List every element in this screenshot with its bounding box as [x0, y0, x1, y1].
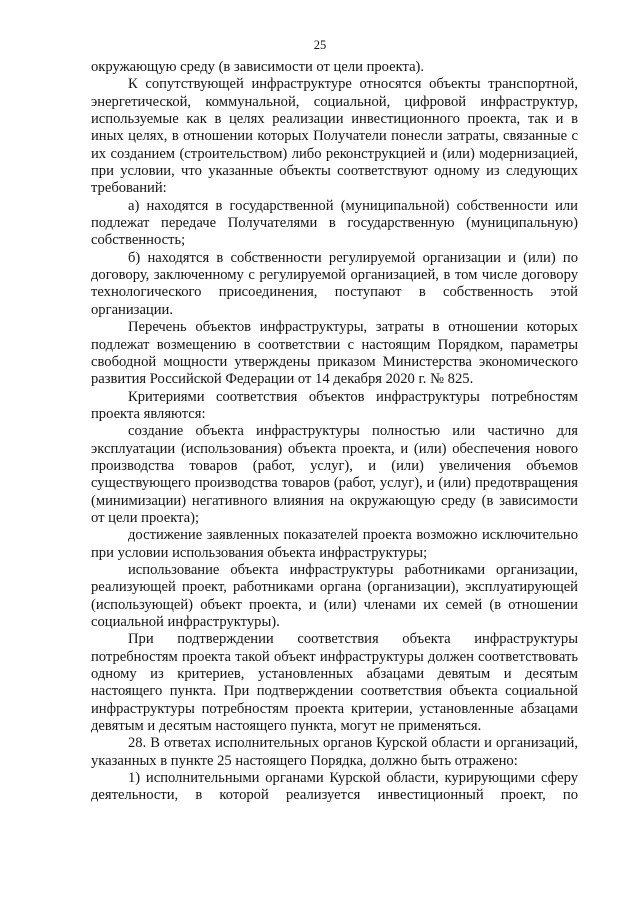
page-number: 25 — [313, 38, 327, 52]
paragraph-clause-28: 28. В ответах исполнительных органов Курской области и организаций, указанных в пункте 25 настоящего Порядка, должно быть отражено: — [91, 735, 578, 769]
paragraph-criterion-creation: создание объекта инфраструктуры полностью или частично для эксплуатации (использования) объекта проекта, и (или) обеспечения нового производства товаров (работ, услуг), и (или) увеличения объемов существующего производства товаров (работ, услуг), и (или) предотвращения (минимизации) негативного влияния на окружающую среду (в зависимости от цели проекта); — [91, 423, 578, 526]
paragraph-criterion-usage: использование объекта инфраструктуры работниками организации, реализующей проект, работниками органа (организации), эксплуатирующей (использующей) объект проекта, и (или) членами их семей (в отношении социальной инфраструктуры). — [91, 561, 578, 630]
paragraph-requirement-b: б) находятся в собственности регулируемой организации и (или) по договору, заключенному с регулируемой организацией, в том числе договору технологического присоединения, поступают в собственность этой организации. — [91, 249, 578, 318]
paragraph-infrastructure-list: Перечень объектов инфраструктуры, затраты в отношении которых подлежат возмещению в соответствии с настоящим Порядком, параметры свободной мощности утверждены приказом Министерства экономического развития Российской Федерации от 14 декабря 2020 г. № 825. — [91, 319, 578, 388]
paragraph-criterion-achievement: достижение заявленных показателей проекта возможно исключительно при условии использования объекта инфраструктуры; — [91, 527, 578, 561]
paragraph-requirement-a: а) находятся в государственной (муниципальной) собственности или подлежат передаче Получателями в государственную (муниципальную) собственность; — [91, 197, 578, 249]
paragraph-clause-28-item-1: 1) исполнительными органами Курской области, курирующими сферу деятельности, в которой реализуется инвестиционный проект, по — [91, 770, 578, 804]
paragraph-criteria-intro: Критериями соответствия объектов инфраструктуры потребностям проекта являются: — [91, 388, 578, 422]
paragraph-continuation: окружающую среду (в зависимости от цели проекта). — [91, 59, 425, 75]
paragraph-confirmation: При подтверждении соответствия объекта инфраструктуры потребностям проекта такой объект инфраструктуры должен соответствовать одному из критериев, установленных абзацами девятым и десятым настоящего пункта. При подтверждении соответствия объекта социальной инфраструктуры потребностям проекта критерии, установленные абзацами девятым и десятым настоящего пункта, могут не применяться. — [91, 631, 578, 735]
document-body — [91, 59, 578, 805]
paragraph-associated-infrastructure: К сопутствующей инфраструктуре относятся объекты транспортной, энергетической, коммунальной, социальной, цифровой инфраструктур, используемые как в целях реализации инвестиционного проекта, так и в иных целях, в отношении которых Получатели понесли затраты, связанные с их созданием (строительством) либо реконструкцией и (или) модернизацией, при условии, что указанные объекты соответствуют одному из следующих требований: — [91, 76, 578, 197]
